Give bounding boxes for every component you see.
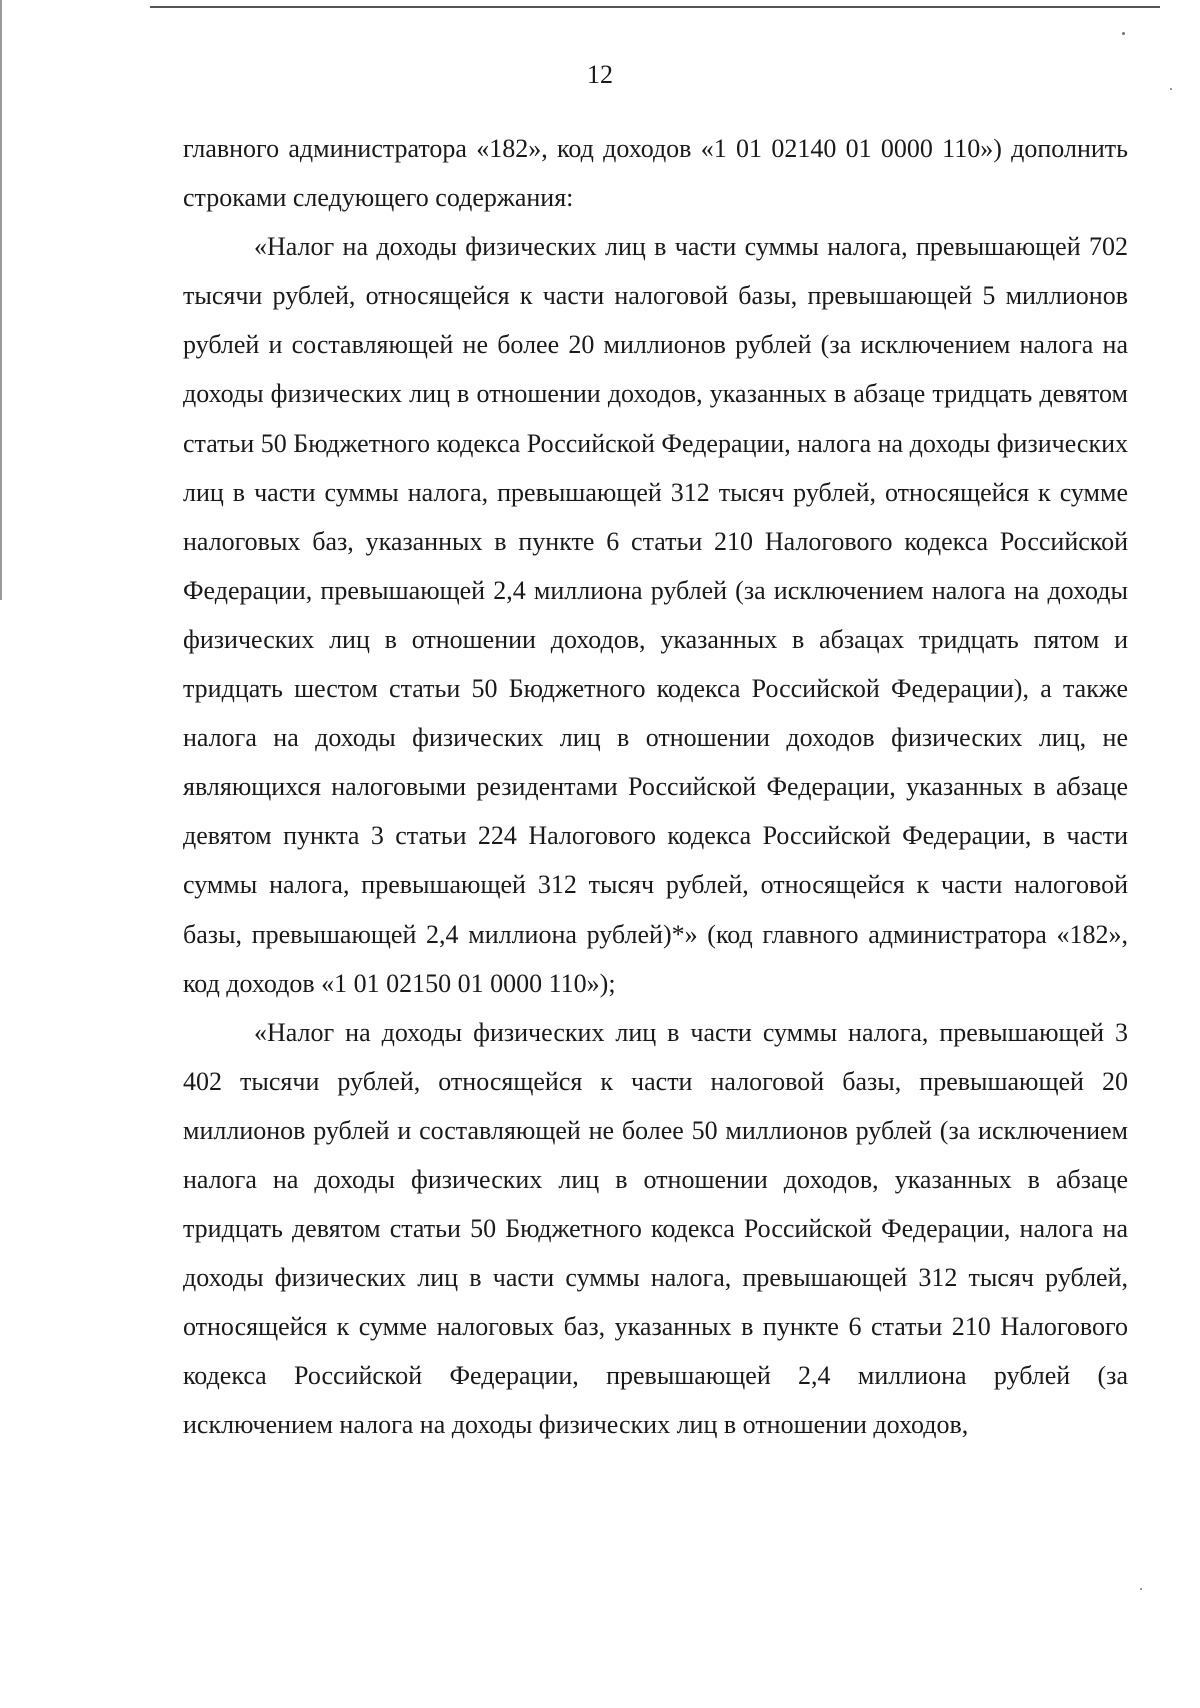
paragraph-tax-5-20-million: «Налог на доходы физических лиц в части суммы налога, превышающей 702 тысячи рублей, относящейся к части налоговой базы, превышающей 5 миллионов рублей и составляющей не более 20 миллионов рублей (за исключением налога на доходы физических лиц в отношении доходов, указанных в абзаце тридцать девятом статьи 50 Бюджетного кодекса Российской Федерации, налога на доходы физических лиц в части суммы налога, превышающей 312 тысяч рублей, относящейся к сумме налоговых баз, указанных в пункте 6 статьи 210 Налогового кодекса Российской Федерации, превышающей 2,4 миллиона рублей (за исключением налога на доходы физических лиц в отношении доходов, указанных в абзацах тридцать пятом и тридцать шестом статьи 50 Бюджетного кодекса Российской Федерации), а также налога на доходы физических лиц в отношении доходов физических лиц, не являющихся налоговыми резидентами Российской Федерации, указанных в абзаце девятом пункта 3 статьи 224 Налогового кодекса Российской Федерации, в части суммы налога, превышающей 312 тысяч рублей, относящейся к части налоговой базы, превышающей 2,4 миллиона рублей)*» (код главного администратора «182», код доходов «1 01 02150 01 0000 110»); [183, 232, 1128, 998]
paragraph-tax-20-50-million: «Налог на доходы физических лиц в части суммы налога, превышающей 3 402 тысячи рублей, относящейся к части налоговой базы, превышающей 20 миллионов рублей и составляющей не более 50 миллионов рублей (за исключением налога на доходы физических лиц в отношении доходов, указанных в абзаце тридцать девятом статьи 50 Бюджетного кодекса Российской Федерации, налога на доходы физических лиц в части суммы налога, превышающей 312 тысяч рублей, относящейся к сумме налоговых баз, указанных в пункте 6 статьи 210 Налогового кодекса Российской Федерации, превышающей 2,4 миллиона рублей (за исключением налога на доходы физических лиц в отношении доходов, [183, 1017, 1128, 1440]
scan-speck [1140, 1588, 1142, 1590]
paragraph-continuation: главного администратора «182», код доходов «1 01 02140 01 0000 110») дополнить строками следующего содержания: [183, 134, 1128, 213]
scan-top-border [150, 6, 1160, 8]
scan-left-edge [0, 0, 2, 600]
scan-speck [1122, 32, 1125, 35]
document-body [183, 124, 1128, 1450]
page-number: 12 [587, 60, 613, 89]
